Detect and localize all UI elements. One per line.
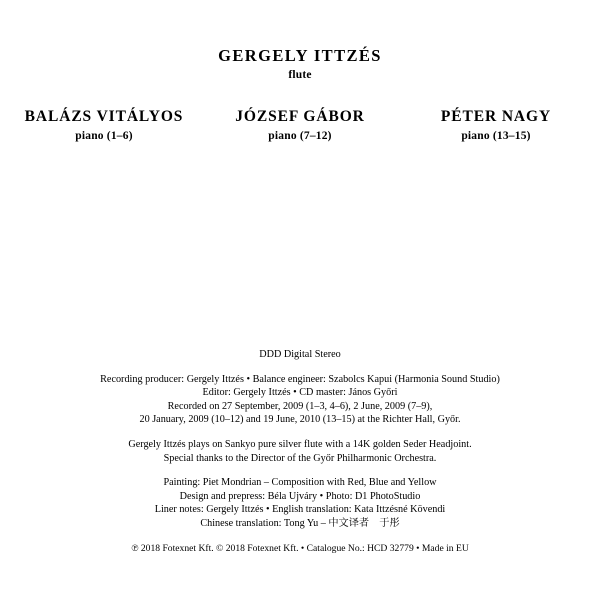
credit-chinese-translation: Chinese translation: Tong Yu – 中文译者 于彤 — [200, 517, 400, 529]
performer-role: piano (7–12) — [268, 130, 332, 142]
credit-instrument: Gergely Ittzés plays on Sankyo pure silver flute with a 14K golden Seder Headjoint. — [128, 438, 472, 450]
performer-name: JÓZSEF GÁBOR — [235, 108, 365, 125]
performer-entry — [398, 108, 594, 142]
performer-name: BALÁZS VITÁLYOS — [24, 108, 184, 125]
credits-block — [0, 348, 600, 555]
credit-recording-dates-2: 20 January, 2009 (10–12) and 19 June, 2010 (13–15) at the Richter Hall, Győr. — [139, 414, 461, 426]
credit-design: Design and prepress: Béla Ujváry • Photo: D1 PhotoStudio — [179, 490, 421, 502]
performer-entry — [202, 108, 398, 142]
credit-editor: Editor: Gergely Ittzés • CD master: János Győri — [202, 387, 398, 399]
page-title: GERGELY ITTZÉS — [218, 46, 382, 65]
credit-special-thanks: Special thanks to the Director of the Győr Philharmonic Orchestra. — [163, 452, 437, 464]
performer-list — [0, 108, 600, 142]
spacer — [0, 427, 600, 438]
header-block — [0, 46, 600, 81]
credit-liner-notes: Liner notes: Gergely Ittzés • English translation: Kata Ittzésné Kövendi — [154, 504, 446, 516]
spacer — [0, 362, 600, 373]
credit-recording-producer: Recording producer: Gergely Ittzés • Balance engineer: Szabolcs Kapui (Harmonia Sound Studio) — [100, 373, 500, 385]
performer-entry — [6, 108, 202, 142]
spacer — [0, 531, 600, 542]
performer-role: piano (1–6) — [75, 130, 133, 142]
copyright-line: ℗ 2018 Fotexnet Kft. © 2018 Fotexnet Kft. • Catalogue No.: HCD 32779 • Made in EU — [131, 542, 469, 554]
credit-painting: Painting: Piet Mondrian – Composition with Red, Blue and Yellow — [163, 477, 437, 489]
artist-instrument: flute — [288, 69, 312, 81]
audio-format-label: DDD Digital Stereo — [259, 349, 341, 360]
spacer — [0, 465, 600, 476]
credit-recording-dates-1: Recorded on 27 September, 2009 (1–3, 4–6), 2 June, 2009 (7–9), — [167, 400, 433, 412]
performer-role: piano (13–15) — [461, 130, 531, 142]
performer-name: PÉTER NAGY — [440, 108, 552, 125]
